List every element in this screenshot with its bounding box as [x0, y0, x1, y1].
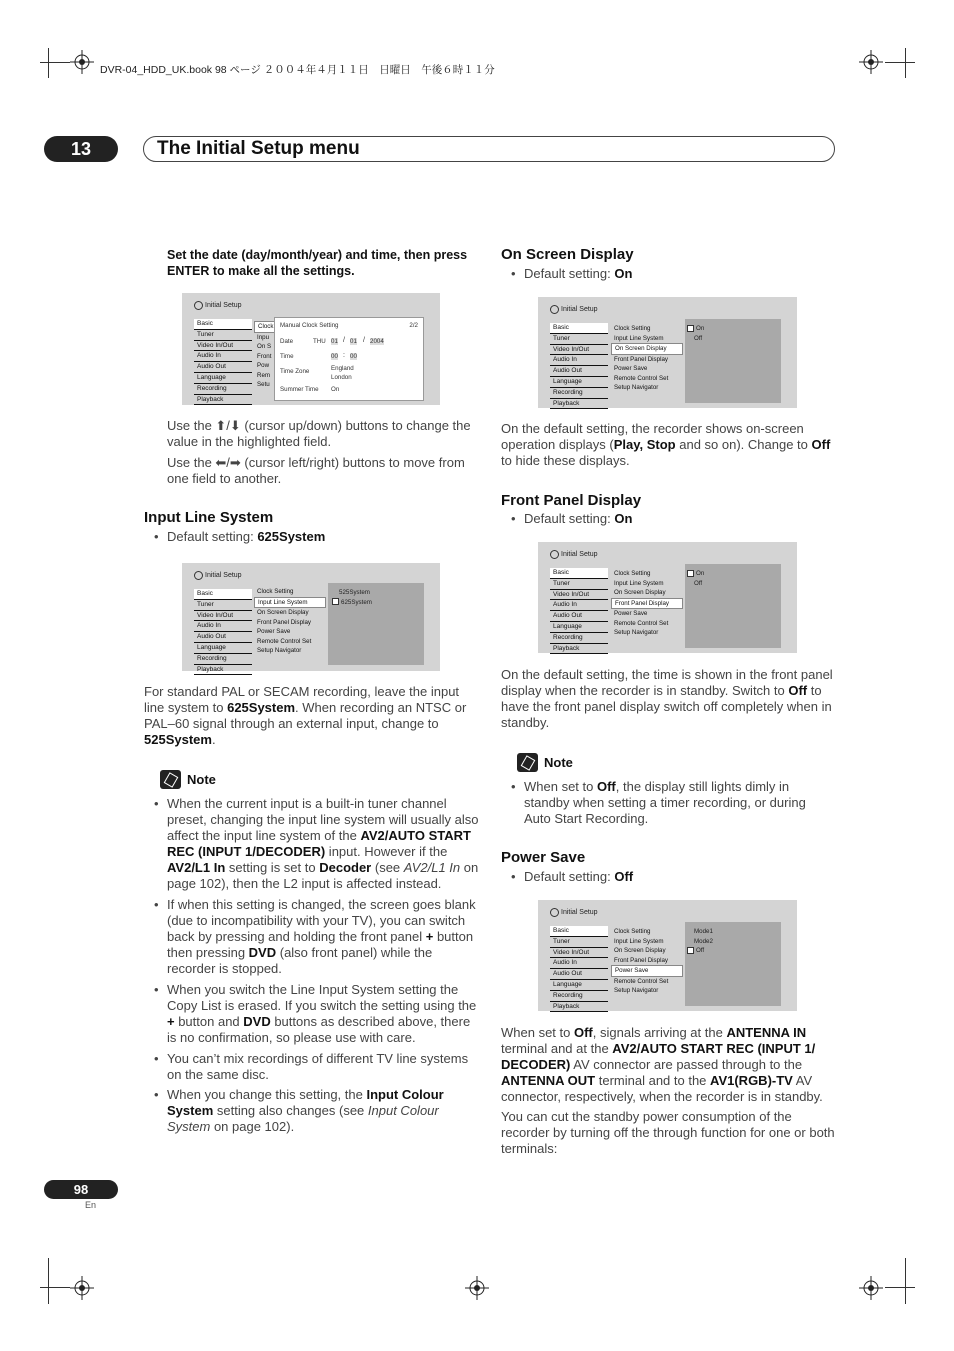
registration-mark-icon	[859, 50, 883, 74]
power-save-body-2: You can cut the standby power consumption of the recorder by turning off the through function for one or both terminals:	[501, 1109, 835, 1156]
note-item: • If when this setting is changed, the screen goes blank (due to incompatibility with your TV), you can switch back by pressing and holding the front panel + button then pressing DVD (also front panel) while the recorder is stopped.	[167, 897, 479, 977]
note-item: • When you change this setting, the Input Colour System setting also changes (see Input Colour System on page 102).	[167, 1087, 479, 1135]
power-save-body: When set to Off, signals arriving at the ANTENNA IN terminal and at the AV2/AUTO START REC (INPUT 1/ DECODER) AV connector are passed through to the ANTENNA OUT terminal and to the AV1(RGB)-TV AV connector, respectively, when the recorder is in standby.	[501, 1025, 823, 1104]
note-item: • When the current input is a built-in tuner channel preset, changing the input line system will usually also affect the input line system of the AV2/AUTO START REC (INPUT 1/DECODER) input. However if the AV2/L1 In setting is set to Decoder (see AV2/L1 In on page 102), then the L2 input is affected instead.	[167, 796, 479, 892]
setup-icon	[550, 305, 559, 314]
registration-mark-icon	[465, 1276, 489, 1300]
screen-title: Initial Setup	[194, 571, 242, 580]
manual-clock-panel: Manual Clock Setting 2/2 Date THU 01 / 01 / 2004 Time 00 : 00 Time Zone England London Summer Time On	[274, 317, 424, 401]
registration-mark-icon	[70, 1276, 94, 1300]
chapter-number: 13	[44, 136, 118, 162]
clock-setting-screen	[182, 293, 440, 405]
screen-submenu: Clock Setting Input Line System On Screen Display Front Panel Display Power Save Remote Control Set Setup Navigator	[611, 927, 683, 996]
page-language: En	[85, 1200, 97, 1210]
setup-icon	[194, 301, 203, 310]
default-setting-fpd: • Default setting: On	[524, 511, 632, 527]
page-number: 98	[44, 1180, 118, 1199]
osd-screen	[538, 297, 797, 408]
screen-menu: Basic Tuner Video In/Out Audio In Audio Out Language Recording Playback	[550, 926, 608, 1012]
heading-on-screen-display: On Screen Display	[501, 246, 634, 263]
screen-submenu: Clock Inpu On S Front Pow Rem Setu	[254, 321, 276, 390]
time-zone-values: England London	[331, 365, 354, 381]
fpd-screen	[538, 542, 797, 653]
crop-mark	[40, 1287, 70, 1288]
note-heading: Note	[160, 770, 216, 789]
note-item: • You can’t mix recordings of different TV line systems on the same disc.	[167, 1051, 479, 1083]
registration-mark-icon	[859, 1276, 883, 1300]
setup-icon	[550, 908, 559, 917]
file-header: DVR-04_HDD_UK.book 98 ページ ２００４年４月１１日 日曜日 午後６時１１分	[100, 64, 495, 76]
default-setting-power: • Default setting: Off	[524, 869, 633, 885]
heading-input-line-system: Input Line System	[144, 509, 274, 526]
screen-options: 525System 625System	[332, 588, 372, 607]
heading-front-panel-display: Front Panel Display	[501, 492, 642, 509]
screen-submenu: Clock Setting Input Line System On Screen Display Front Panel Display Power Save Remote Control Set Setup Navigator	[611, 569, 683, 638]
osd-body: On the default setting, the recorder shows on-screen operation displays (Play, Stop and so on). Change to Off to hide these displays.	[501, 421, 831, 468]
default-setting-input-line: • Default setting: 625System	[167, 529, 325, 545]
crop-mark	[905, 48, 906, 78]
screen-title: Initial Setup	[550, 550, 598, 559]
intro-instruction: Set the date (day/month/year) and time, then press ENTER to make all the settings.	[167, 248, 468, 278]
setup-icon	[194, 571, 203, 580]
screen-options: Mode1 Mode2 Off	[687, 927, 713, 956]
note-heading: Note	[517, 753, 573, 772]
default-setting-osd: • Default setting: On	[524, 266, 632, 282]
screen-title: Initial Setup	[550, 305, 598, 314]
screen-submenu: Clock Setting Input Line System On Screen Display Front Panel Display Power Save Remote Control Set Setup Navigator	[254, 587, 326, 656]
screen-menu: Basic Tuner Video In/Out Audio In Audio Out Language Recording Playback	[194, 319, 252, 405]
heading-power-save: Power Save	[501, 849, 586, 866]
note-icon	[517, 753, 538, 772]
power-save-screen	[538, 900, 797, 1011]
screen-menu: Basic Tuner Video In/Out Audio In Audio Out Language Recording Playback	[194, 589, 252, 675]
screen-menu: Basic Tuner Video In/Out Audio In Audio Out Language Recording Playback	[550, 323, 608, 409]
note-item: • When set to Off, the display still lights dimly in standby when setting a timer recording, or during Auto Start Recording.	[524, 779, 824, 827]
note-icon	[160, 770, 181, 789]
screen-title: Initial Setup	[550, 908, 598, 917]
crop-mark	[40, 62, 70, 63]
crop-mark	[48, 48, 49, 78]
fpd-body: On the default setting, the time is shown in the front panel display when the recorder is in standby. Switch to Off to have the front panel display switch off completely when in standby.	[501, 667, 833, 730]
note-item: • When you switch the Line Input System setting the Copy List is erased. If you switch the setting using the + button and DVD buttons as described above, there is no confirmation, so please use with care.	[167, 982, 479, 1046]
crop-mark	[885, 1287, 915, 1288]
screen-options: On Off	[687, 569, 704, 588]
screen-menu: Basic Tuner Video In/Out Audio In Audio Out Language Recording Playback	[550, 568, 608, 654]
crop-mark	[48, 1258, 49, 1304]
screen-title: Initial Setup	[194, 301, 242, 310]
input-line-body: For standard PAL or SECAM recording, leave the input line system to 625System. When recording an NTSC or PAL–60 signal through an external input, change to 525System.	[144, 684, 467, 747]
leftright-instruction: Use the ⬅/➡ (cursor left/right) buttons to move from one field to another.	[167, 455, 465, 486]
crop-mark	[905, 1258, 906, 1304]
page-title: The Initial Setup menu	[157, 138, 360, 159]
setup-icon	[550, 550, 559, 559]
crop-mark	[885, 62, 915, 63]
updown-instruction: Use the ⬆/⬇ (cursor up/down) buttons to change the value in the highlighted field.	[167, 418, 471, 449]
input-line-screen	[182, 563, 440, 671]
screen-options: On Off	[687, 324, 704, 343]
registration-mark-icon	[70, 50, 94, 74]
screen-submenu: Clock Setting Input Line System On Screen Display Front Panel Display Power Save Remote Control Set Setup Navigator	[611, 324, 683, 393]
